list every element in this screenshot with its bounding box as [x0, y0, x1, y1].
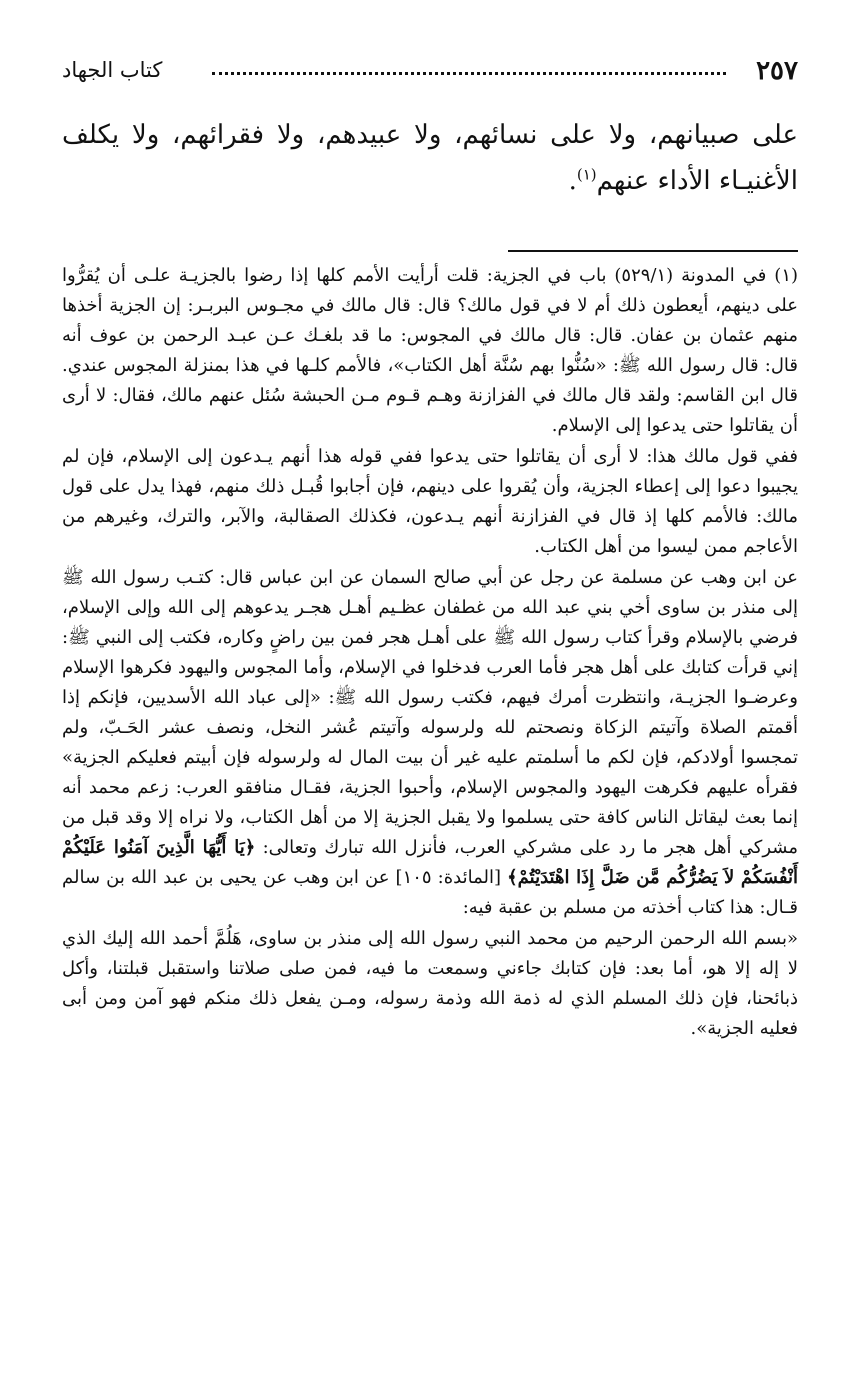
footnote-paragraph-4: «بسم الله الرحمن الرحيم من محمد النبي رسول الله إلى منذر بن ساوى، هَلُمَّ أحمد الله إليك الذي لا إله إلا هو، أما بعد: فإن كتابك جاءني وسمعت ما فيه، فمن صلى صلاتنا واستقبل قبلتنا، وأكل ذبائحنا، فإن ذلك المسلم الذي له ذمة الله وذمة رسوله، ومـن يفعل ذلك منكم فهو آمن ومن أبى فعليه الجزية». [62, 928, 798, 1039]
page-header [62, 54, 798, 94]
footnote-paragraph-2: ففي قول مالك هذا: لا أرى أن يقاتلوا حتى يدعوا ففي قوله هذا أنهم يـدعون إلى الإسلام، فإن لم يجيبوا دعوا إلى إعطاء الجزية، وأن يُقروا على دينهم، فإن أجابوا قُبـل ذلك منهم، فهذا يدل على قول مالك: فالأمم كلها إذ قال في الفزازنة أنهم يـدعون، فكذلك الصقالبة، والآبر، والترك، وغيرهم من الأعاجم ممن ليسوا من أهل الكتاب. [62, 446, 799, 557]
footnote-separator [508, 250, 798, 252]
header-dotted-leader [212, 72, 726, 75]
page-number: ٢٥٧ [756, 56, 798, 86]
footnote-text-1: في المدونة (٥٢٩/١) باب في الجزية: قلت أرأيت الأمم كلها إذا رضوا بالجزيـة علـى أن يُقرُّوا على دينهم، أيعطون ذلك أم لا في قول مالك؟ قال: قال مالك في مجـوس البربـر: إن الجزية أخذها منهم عثمان بن عفان. قال: قال مالك في المجوس: ما قد بلغـك عـن عبـد الرحمن بن عوف أنه قال: قال رسول الله ﷺ: «سُنُّوا بهم سُنَّة أهل الكتاب»، فالأمم كلـها في هذا بمنزلة المجوس عندي. قال ابن القاسم: ولقد قال مالك في الفزازنة وهـم قـوم مـن الحبشة سُئل عنهم مالك، فقال: لا أرى أن يقاتلوا حتى يدعوا إلى الإسلام. [62, 265, 798, 436]
footnote-paragraph-3 [62, 563, 798, 923]
footnote-paragraph-1 [62, 261, 798, 441]
footnote-number: (١) [774, 265, 799, 286]
main-paragraph: على صبيانهم، ولا على نسائهم، ولا عبيدهم، ولا فقرائهم، ولا يكلف الأغنيـاء الأداء عنهم [62, 120, 798, 196]
footnotes-section [62, 261, 798, 1045]
quran-verse: ﴿يَا أَيُّهَا الَّذِينَ آمَنُوا عَلَيْكُمْ أَنْفُسَكُمْ لاَ يَضُرُّكُم مَّن ضَلَّ إِذَا اهْتَدَيْتُمْ﴾ [62, 837, 798, 888]
footnote-text-3b: [المائدة: ١٠٥] عن ابن وهب عن يحيى بن عبد الله بن سالم قـال: هذا كتاب أخذته من مسلم بن عقبة فيه: [62, 867, 798, 918]
main-body-text [62, 112, 798, 204]
footnote-text-3a: عن ابن وهب عن مسلمة عن رجل عن أبي صالح السمان عن ابن عباس قال: كتـب رسول الله ﷺ إلى منذر بن ساوى أخي بني عبد الله من غطفان عظـيم أهـل هجـر يدعوهم إلى الله وإلى الإسلام، فرضي بالإسلام وقرأ كتاب رسول الله ﷺ على أهـل هجر فمن بين راضٍ وكاره، فكتب إلى النبي ﷺ: إني قرأت كتابك على أهل هجر فأما العرب فدخلوا في الإسلام، وأما المجوس واليهود فكرهوا الإسلام وعرضـوا الجزيـة، وانتظرت أمرك فيهم، فكتب رسول الله ﷺ: «إلى عباد الله الأسديين، فإنكم إذا أقمتم الصلاة وآتيتم الزكاة ونصحتم لله ولرسوله وآتيتم عُشر النخل، ونصف عشر الحَـبّ، ولم تمجسوا أولادكم، فإن لكم ما أسلمتم عليه غير أن بيت المال له ولرسوله فإن أبيتم فعليكم الجزية» فقرأه عليهم فكرهت اليهود والمجوس الإسلام، وأحبوا الجزية، فقـال منافقو العرب: زعم محمد أنه إنما بعث ليقاتل الناس كافة حتى يسلموا ولا يقبل الجزية إلا من أهل الكتاب، ولا نراه إلا وقد قبل من مشركي أهل هجر ما رد على مشركي العرب، فأنزل الله تبارك وتعالى: [62, 567, 798, 858]
running-title: كتاب الجهاد [62, 58, 163, 82]
footnote-marker[interactable]: (١) [576, 165, 597, 184]
main-end-mark: . [568, 166, 577, 196]
